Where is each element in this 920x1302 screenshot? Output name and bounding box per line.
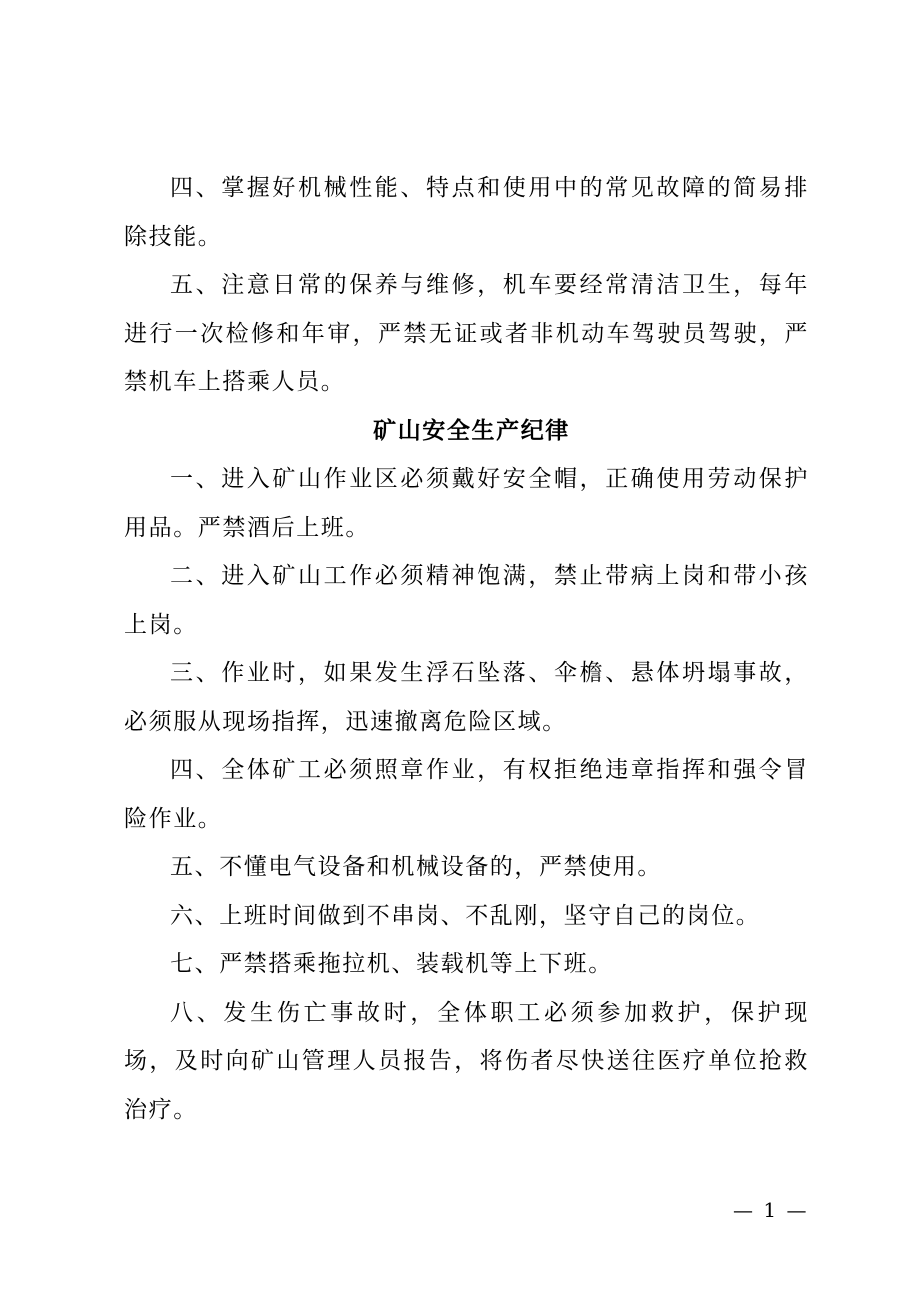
page-number: — 1 — <box>733 1198 809 1222</box>
rule-item-6: 六、上班时间做到不串岗、不乱刚，坚守自己的岗位。 <box>170 902 761 929</box>
rule-item-1: 一、进入矿山作业区必须戴好安全帽，正确使用劳动保护用品。严禁酒后上班。 <box>124 466 809 541</box>
rule-item-2: 二、进入矿山工作必须精神饱满，禁止带病上岗和带小孩上岗。 <box>124 563 809 638</box>
rule-item-3: 三、作业时，如果发生浮石坠落、伞檐、悬体坍塌事故，必须服从现场指挥，迅速撤离危险区域。 <box>124 660 809 735</box>
document-body <box>124 164 809 1134</box>
rule-item-8: 八、发生伤亡事故时，全体职工必须参加救护，保护现场，及时向矿山管理人员报告，将伤者尽快送往医疗单位抢救治疗。 <box>124 999 809 1123</box>
paragraph-item-4: 四、掌握好机械性能、特点和使用中的常见故障的简易排除技能。 <box>124 175 809 250</box>
rule-item-7: 七、严禁搭乘拖拉机、装载机等上下班。 <box>170 951 613 977</box>
paragraph-item-5: 五、注意日常的保养与维修，机车要经常清洁卫生，每年进行一次检修和年审，严禁无证或者非机动车驾驶员驾驶，严禁机车上搭乘人员。 <box>124 272 809 395</box>
section-title: 矿山安全生产纪律 <box>373 416 570 444</box>
rule-item-4: 四、全体矿工必须照章作业，有权拒绝违章指挥和强令冒险作业。 <box>124 757 809 832</box>
rule-item-5: 五、不懂电气设备和机械设备的，严禁使用。 <box>170 854 662 880</box>
